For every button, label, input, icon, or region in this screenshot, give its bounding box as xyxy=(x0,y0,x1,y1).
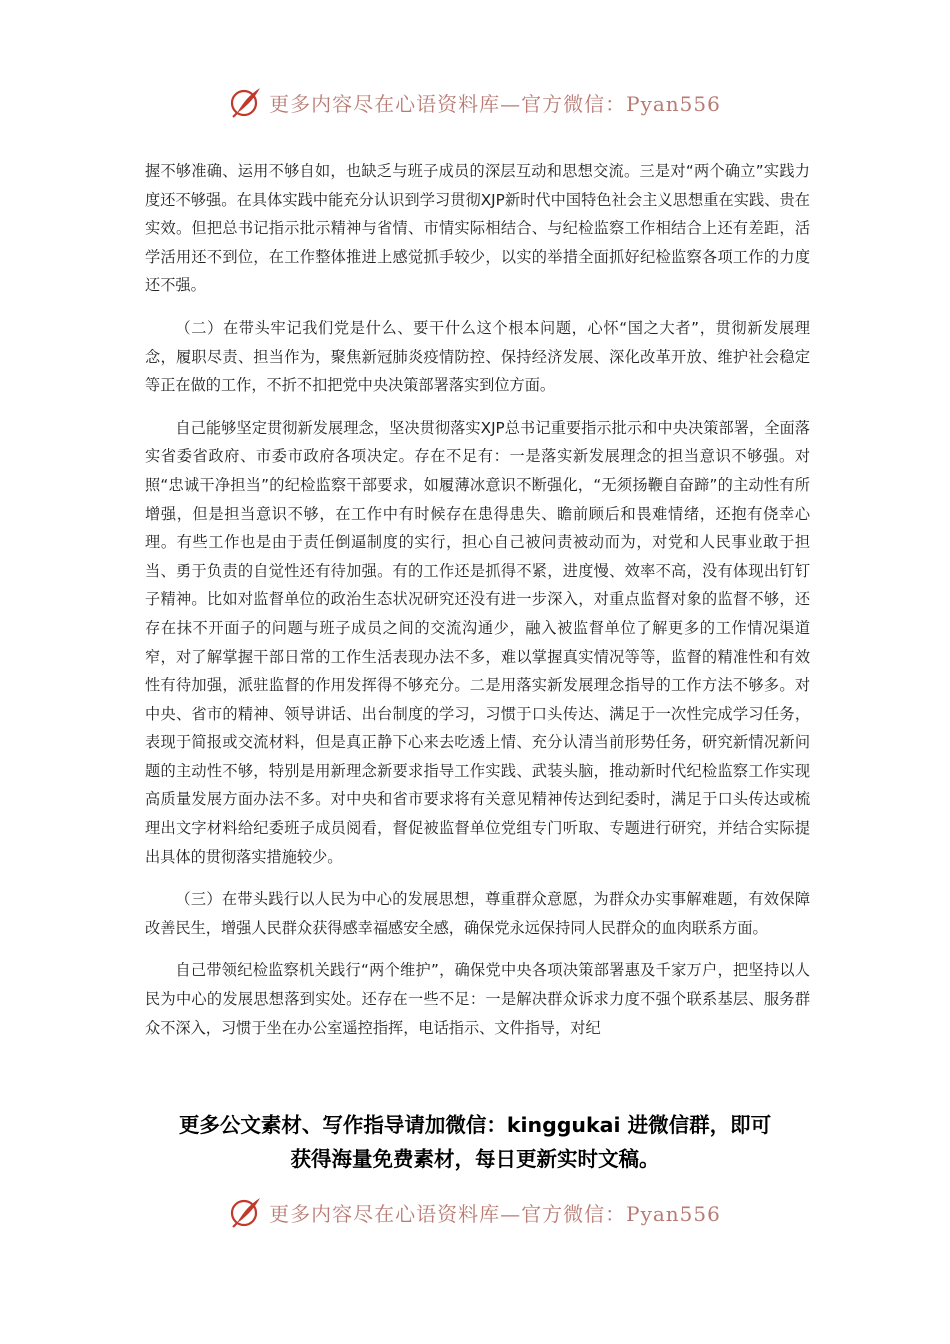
paragraph-2-heading: （二）在带头牢记我们党是什么、要干什么这个根本问题，心怀“国之大者”，贯彻新发展理念，履职尽责、担当作为，聚焦新冠肺炎疫情防控、保持经济发展、深化改革开放、维护社会稳定等正在做的工作，不折不扣把党中央决策部署落实到位方面。 xyxy=(145,318,810,395)
header-banner-text: 更多内容尽在心语资料库—官方微信：Pyan556 xyxy=(269,91,721,116)
paragraph-4-heading: （三）在带头践行以人民为中心的发展思想，尊重群众意愿，为群众办实事解难题，有效保障改善民生，增强人民群众获得感幸福感安全感，确保党永远保持同人民群众的血肉联系方面。 xyxy=(145,890,810,937)
promo-line-2: 获得海量免费素材，每日更新实时文稿。 xyxy=(290,1147,660,1171)
header-banner xyxy=(0,80,950,124)
paragraph-5: 自己带领纪检监察机关践行“两个维护”，确保党中央各项决策部署惠及千家万户，把坚持以人民为中心的发展思想落到实处。还存在一些不足：一是解决群众诉求力度不强个联系基层、服务群众不深入，习惯于坐在办公室遥控指挥，电话指示、文件指导，对纪 xyxy=(145,961,810,1037)
feather-pen-logo-icon xyxy=(229,85,263,119)
promo-line-1: 更多公文素材、写作指导请加微信：kinggukai 进微信群，即可 xyxy=(178,1113,772,1137)
paragraph-1: 握不够准确、运用不够自如，也缺乏与班子成员的深层互动和思想交流。三是对“两个确立”实践力度还不够强。在具体实践中能充分认识到学习贯彻XJP新时代中国特色社会主义思想重在实践、贵在实效。但把总书记指示批示精神与省情、市情实际相结合、与纪检监察工作相结合上还有差距，活学活用还不到位，在工作整体推进上感觉抓手较少，以实的举措全面抓好纪检监察各项工作的力度还不强。 xyxy=(145,162,810,295)
footer-banner xyxy=(0,1190,950,1234)
promo-notice xyxy=(0,1108,950,1176)
footer-banner-text: 更多内容尽在心语资料库—官方微信：Pyan556 xyxy=(269,1201,721,1226)
document-body xyxy=(145,157,810,1056)
paragraph-3: 自己能够坚定贯彻新发展理念，坚决贯彻落实XJP总书记重要指示批示和中央决策部署，全面落实省委省政府、市委市政府各项决定。存在不足有：一是落实新发展理念的担当意识不够强。对照“忠诚干净担当”的纪检监察干部要求，如履薄冰意识不断强化，“无须扬鞭自奋蹄”的主动性有所增强，但是担当意识不够，在工作中有时候存在患得患失、瞻前顾后和畏难情绪，还抱有侥幸心理。有些工作也是由于责任倒逼制度的实行，担心自己被问责被动而为，对党和人民事业敢于担当、勇于负责的自觉性还有待加强。有的工作还是抓得不紧，进度慢、效率不高，没有体现出钉钉子精神。比如对监督单位的政治生态状况研究还没有进一步深入，对重点监督对象的监督不够，还存在抹不开面子的问题与班子成员之间的交流沟通少，融入被监督单位了解更多的工作情况渠道窄，对了解掌握干部日常的工作生活表现办法不多，难以掌握真实情况等等，监督的精准性和有效性有待加强，派驻监督的作用发挥得不够充分。二是用落实新发展理念指导的工作方法不够多。对中央、省市的精神、领导讲话、出台制度的学习，习惯于口头传达、满足于一次性完成学习任务，表现于简报或交流材料，但是真正静下心来去吃透上情、充分认清当前形势任务，研究新情况新问题的主动性不够，特别是用新理念新要求指导工作实践、武装头脑，推动新时代纪检监察工作实现高质量发展方面办法不多。对中央和省市要求将有关意见精神传达到纪委时，满足于口头传达或梳理出文字材料给纪委班子成员阅看，督促被监督单位党组专门听取、专题进行研究，并结合实际提出具体的贯彻落实措施较少。 xyxy=(145,418,810,866)
feather-pen-logo-icon xyxy=(229,1195,263,1229)
